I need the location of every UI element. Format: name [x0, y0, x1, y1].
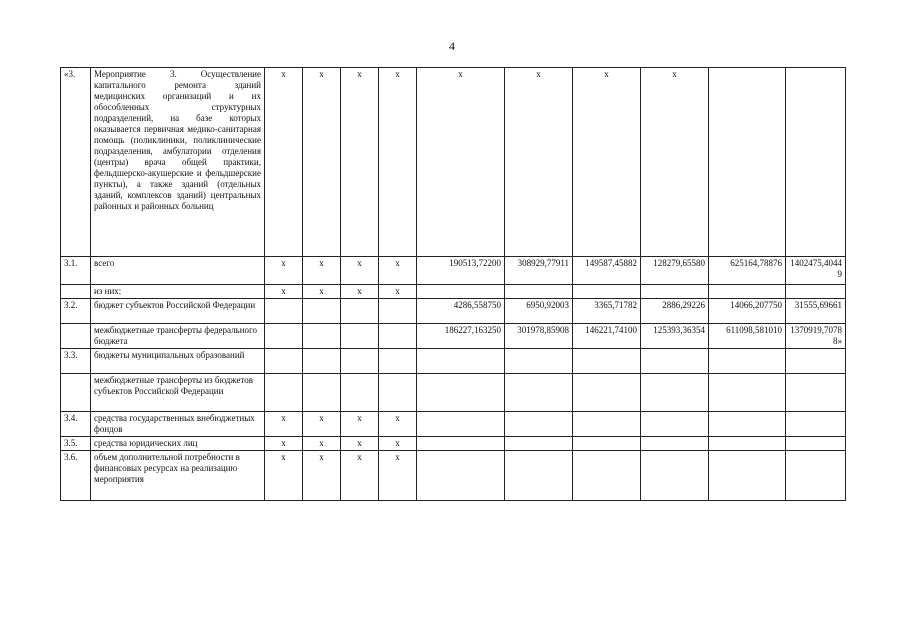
x-cell: x — [265, 412, 303, 437]
amount-cell — [709, 285, 786, 299]
x-cell: x — [303, 437, 341, 451]
x-cell — [265, 349, 303, 374]
x-cell: x — [379, 285, 417, 299]
x-cell: x — [265, 285, 303, 299]
x-cell — [341, 374, 379, 412]
amount-cell — [641, 285, 709, 299]
amount-cell — [573, 285, 641, 299]
amount-cell: 146221,74100 — [573, 324, 641, 349]
amount-cell — [786, 285, 846, 299]
row-description: всего — [91, 257, 265, 285]
x-cell — [379, 374, 417, 412]
table-row-regional-budget — [61, 299, 846, 324]
amount-cell: x — [505, 68, 573, 257]
amount-cell — [786, 374, 846, 412]
row-number: 3.2. — [61, 299, 91, 324]
row-description: бюджет субъектов Российской Федерации — [91, 299, 265, 324]
x-cell — [303, 374, 341, 412]
row-description: бюджеты муниципальных образований — [91, 349, 265, 374]
table-row-extrabudgetary-funds — [61, 412, 846, 437]
table-row-municipal-budgets — [61, 349, 846, 374]
amount-cell: x — [417, 68, 505, 257]
x-cell: x — [265, 257, 303, 285]
table-row-additional-need — [61, 451, 846, 501]
amount-cell — [709, 374, 786, 412]
amount-cell — [573, 374, 641, 412]
row-number: 3.5. — [61, 437, 91, 451]
amount-cell — [786, 349, 846, 374]
amount-cell — [417, 285, 505, 299]
x-cell: x — [303, 285, 341, 299]
amount-cell — [505, 349, 573, 374]
amount-cell — [786, 451, 846, 501]
amount-cell: 1402475,40449 — [786, 257, 846, 285]
amount-cell — [505, 451, 573, 501]
amount-cell — [505, 412, 573, 437]
x-cell — [379, 349, 417, 374]
amount-cell: 31555,69661 — [786, 299, 846, 324]
amount-cell — [709, 437, 786, 451]
x-cell: x — [341, 451, 379, 501]
x-cell — [379, 299, 417, 324]
amount-cell — [709, 451, 786, 501]
x-cell: x — [341, 68, 379, 257]
table-row-of-which — [61, 285, 846, 299]
amount-cell — [641, 437, 709, 451]
amount-cell — [641, 374, 709, 412]
amount-cell — [641, 349, 709, 374]
row-description: межбюджетные трансферты из бюджетов субъектов Российской Федерации — [91, 374, 265, 412]
amount-cell: 6950,92003 — [505, 299, 573, 324]
row-description: объем дополнительной потребности в финансовых ресурсах на реализацию мероприятия — [91, 451, 265, 501]
amount-cell: 149587,45882 — [573, 257, 641, 285]
row-description: межбюджетные трансферты федерального бюджета — [91, 324, 265, 349]
table-row-measure-3 — [61, 68, 846, 257]
amount-cell: 3365,71782 — [573, 299, 641, 324]
x-cell — [265, 299, 303, 324]
x-cell: x — [265, 68, 303, 257]
row-description: средства государственных внебюджетных фондов — [91, 412, 265, 437]
x-cell: x — [303, 451, 341, 501]
amount-cell — [573, 451, 641, 501]
table-row-federal-transfers — [61, 324, 846, 349]
x-cell — [303, 324, 341, 349]
amount-cell: 308929,77911 — [505, 257, 573, 285]
amount-cell — [786, 437, 846, 451]
x-cell: x — [265, 451, 303, 501]
amount-cell — [786, 412, 846, 437]
amount-cell: 128279,65580 — [641, 257, 709, 285]
table-row-regional-transfers — [61, 374, 846, 412]
amount-cell — [505, 374, 573, 412]
row-description: средства юридических лиц — [91, 437, 265, 451]
x-cell: x — [341, 412, 379, 437]
amount-cell: 14066,207750 — [709, 299, 786, 324]
amount-cell — [417, 374, 505, 412]
x-cell — [303, 299, 341, 324]
amount-cell — [417, 412, 505, 437]
x-cell — [341, 349, 379, 374]
amount-cell — [641, 451, 709, 501]
x-cell — [265, 374, 303, 412]
row-number — [61, 324, 91, 349]
row-number — [61, 285, 91, 299]
amount-cell — [641, 412, 709, 437]
x-cell: x — [341, 257, 379, 285]
x-cell: x — [303, 257, 341, 285]
amount-cell: 125393,36354 — [641, 324, 709, 349]
amount-cell: x — [641, 68, 709, 257]
amount-cell: 4286,558750 — [417, 299, 505, 324]
row-description: из них: — [91, 285, 265, 299]
x-cell: x — [341, 437, 379, 451]
x-cell: x — [379, 437, 417, 451]
x-cell: x — [379, 451, 417, 501]
x-cell — [303, 349, 341, 374]
x-cell: x — [303, 412, 341, 437]
amount-cell — [573, 412, 641, 437]
amount-cell — [786, 68, 846, 257]
row-number: 3.3. — [61, 349, 91, 374]
amount-cell — [573, 437, 641, 451]
amount-cell: 186227,163250 — [417, 324, 505, 349]
amount-cell: 190513,72200 — [417, 257, 505, 285]
row-number: 3.6. — [61, 451, 91, 501]
amount-cell — [709, 349, 786, 374]
x-cell: x — [341, 285, 379, 299]
x-cell — [341, 299, 379, 324]
x-cell — [265, 324, 303, 349]
page-number: 4 — [449, 39, 455, 53]
row-number: «3. — [61, 68, 91, 257]
amount-cell — [417, 437, 505, 451]
x-cell — [379, 324, 417, 349]
amount-cell: 2886,29226 — [641, 299, 709, 324]
x-cell: x — [379, 257, 417, 285]
amount-cell — [417, 451, 505, 501]
amount-cell — [417, 349, 505, 374]
amount-cell — [573, 349, 641, 374]
amount-cell: 625164,78876 — [709, 257, 786, 285]
x-cell: x — [265, 437, 303, 451]
amount-cell: x — [573, 68, 641, 257]
x-cell: x — [379, 68, 417, 257]
x-cell: x — [303, 68, 341, 257]
amount-cell — [709, 68, 786, 257]
amount-cell: 1370919,70788» — [786, 324, 846, 349]
row-number: 3.4. — [61, 412, 91, 437]
amount-cell — [505, 285, 573, 299]
row-number — [61, 374, 91, 412]
amount-cell — [505, 437, 573, 451]
x-cell: x — [379, 412, 417, 437]
amount-cell: 611098,581010 — [709, 324, 786, 349]
amount-cell — [709, 412, 786, 437]
x-cell — [341, 324, 379, 349]
amount-cell: 301978,85908 — [505, 324, 573, 349]
row-description: Мероприятие 3. Осуществление капитального ремонта зданий медицинских организаций и их обособленных структурных подразделений, на базе которых оказывается первичная медико-санитарная помощь (поликлиники, поликлинические подразделения, амбулатории отделения (центры) врача общей практики, фельдшерско-акушерские и фельдшерские пункты), а также зданий (отдельных зданий, комплексов зданий) центральных районных и районных больниц — [91, 68, 265, 257]
row-number: 3.1. — [61, 257, 91, 285]
table-row-legal-entities — [61, 437, 846, 451]
financing-table — [60, 67, 846, 501]
table-row-total — [61, 257, 846, 285]
